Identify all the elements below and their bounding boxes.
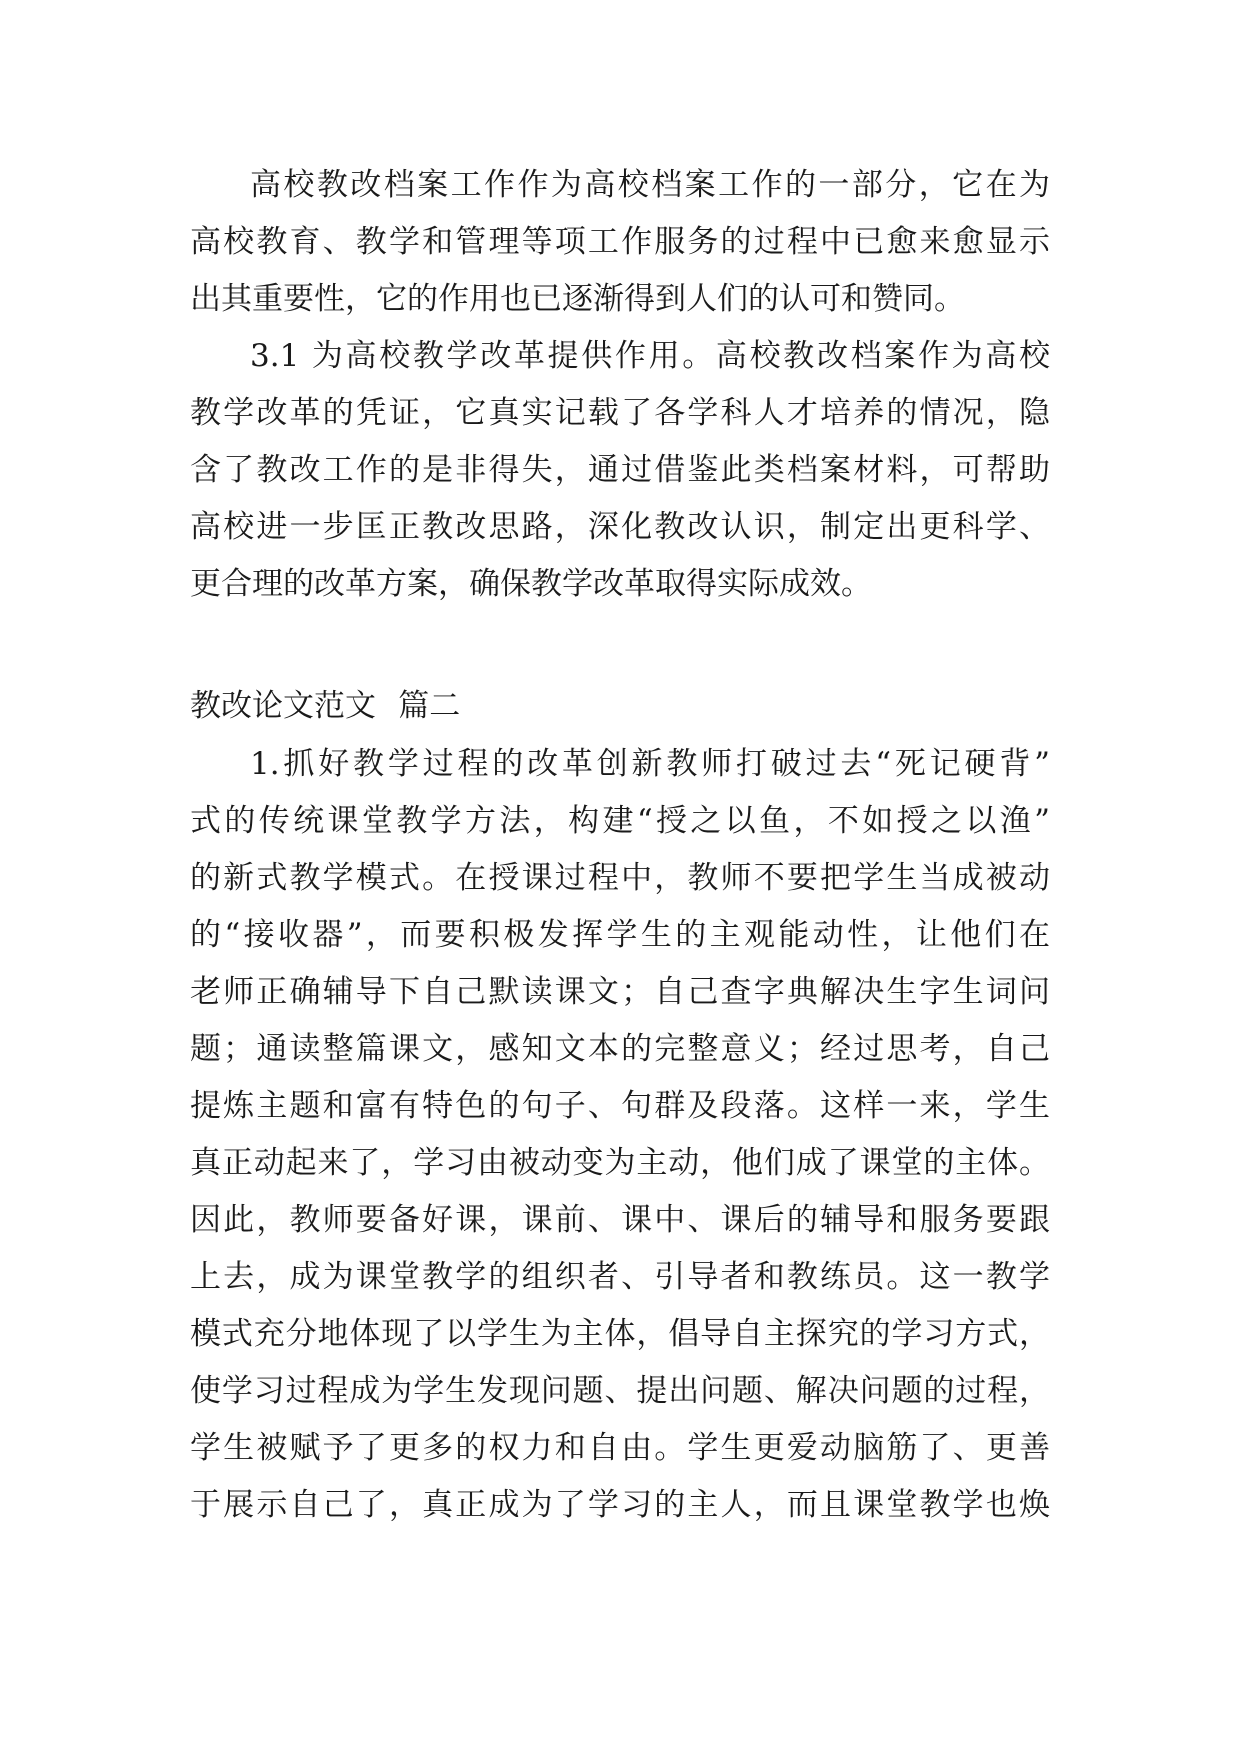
section-heading: 教改论文范文 篇二: [190, 688, 461, 724]
text-line: 题；通读整篇课文，感知文本的完整意义；经过思考，自己: [190, 1031, 1050, 1067]
text-line: 式的传统课堂教学方法，构建“授之以鱼，不如授之以渔”: [190, 803, 1050, 839]
text-line: 真正动起来了，学习由被动变为主动，他们成了课堂的主体。: [190, 1145, 1050, 1181]
text-line: 含了教改工作的是非得失，通过借鉴此类档案材料，可帮助: [190, 452, 1050, 488]
text-line: 模式充分地体现了以学生为主体，倡导自主探究的学习方式，: [190, 1316, 1050, 1352]
text-line: 上去，成为课堂教学的组织者、引导者和教练员。这一教学: [190, 1259, 1050, 1295]
text-line: 老师正确辅导下自己默读课文；自己查字典解决生字生词问: [190, 974, 1050, 1010]
text-line: 1.抓好教学过程的改革创新教师打破过去“死记硬背”: [250, 746, 1050, 782]
text-line: 3.1 为高校教学改革提供作用。高校教改档案作为高校: [250, 338, 1050, 374]
text-line: 使学习过程成为学生发现问题、提出问题、解决问题的过程，: [190, 1373, 1050, 1409]
text-line: 的“接收器”，而要积极发挥学生的主观能动性，让他们在: [190, 917, 1050, 953]
text-line: 提炼主题和富有特色的句子、句群及段落。这样一来，学生: [190, 1088, 1050, 1124]
text-line: 学生被赋予了更多的权力和自由。学生更爱动脑筋了、更善: [190, 1430, 1050, 1466]
text-line: 更合理的改革方案，确保教学改革取得实际成效。: [190, 566, 872, 602]
text-line: 教学改革的凭证，它真实记载了各学科人才培养的情况，隐: [190, 395, 1050, 431]
text-line: 高校进一步匡正教改思路，深化教改认识，制定出更科学、: [190, 509, 1050, 545]
text-line: 因此，教师要备好课，课前、课中、课后的辅导和服务要跟: [190, 1202, 1050, 1238]
text-line: 于展示自己了，真正成为了学习的主人，而且课堂教学也焕: [190, 1487, 1050, 1523]
text-line: 高校教改档案工作作为高校档案工作的一部分，它在为: [250, 167, 1050, 203]
text-line: 高校教育、教学和管理等项工作服务的过程中已愈来愈显示: [190, 224, 1050, 260]
text-line: 的新式教学模式。在授课过程中，教师不要把学生当成被动: [190, 860, 1050, 896]
text-line: 出其重要性，它的作用也已逐渐得到人们的认可和赞同。: [190, 281, 965, 317]
